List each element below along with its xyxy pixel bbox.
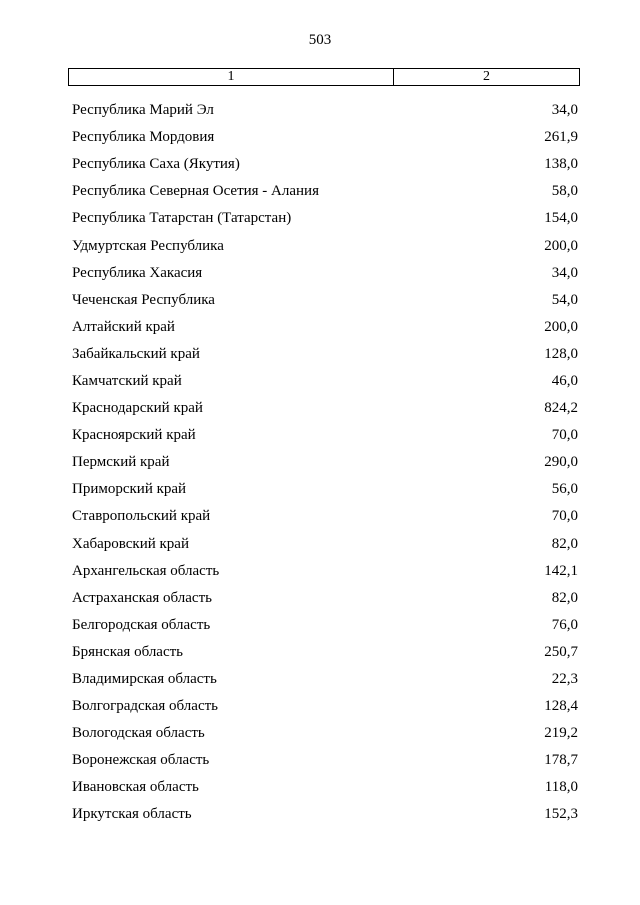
row-value: 128,0 — [544, 345, 578, 362]
row-name: Республика Татарстан (Татарстан) — [72, 210, 292, 227]
table-row — [72, 531, 578, 558]
table-body — [72, 97, 578, 829]
table-row — [72, 612, 578, 639]
row-name: Ивановская область — [72, 779, 199, 796]
row-value: 82,0 — [551, 589, 578, 606]
row-name: Астраханская область — [72, 589, 212, 606]
row-name: Забайкальский край — [72, 345, 200, 362]
row-name: Камчатский край — [72, 372, 182, 389]
header-column-2: 2 — [483, 69, 490, 84]
table-row — [72, 395, 578, 422]
table-row — [72, 260, 578, 287]
row-name: Хабаровский край — [72, 535, 189, 552]
table-row — [72, 97, 578, 124]
row-value: 76,0 — [551, 616, 578, 633]
row-name: Воронежская область — [72, 752, 210, 769]
row-name: Удмуртская Республика — [72, 237, 224, 254]
table-row — [72, 124, 578, 151]
row-name: Вологодская область — [72, 725, 205, 742]
row-value: 261,9 — [544, 129, 578, 146]
page-number: 503 — [308, 32, 332, 48]
table-row — [72, 666, 578, 693]
row-name: Республика Северная Осетия - Алания — [72, 183, 319, 200]
row-value: 70,0 — [551, 508, 578, 525]
header-column-1: 1 — [69, 69, 394, 85]
row-value: 58,0 — [551, 183, 578, 200]
row-value: 128,4 — [544, 698, 578, 715]
row-name: Республика Саха (Якутия) — [72, 156, 240, 173]
row-name: Иркутская область — [72, 806, 192, 823]
table-row — [72, 476, 578, 503]
row-value: 178,7 — [544, 752, 578, 769]
row-value: 138,0 — [544, 156, 578, 173]
row-value: 22,3 — [551, 671, 578, 688]
row-value: 46,0 — [551, 372, 578, 389]
row-value: 34,0 — [551, 264, 578, 281]
row-value: 200,0 — [544, 237, 578, 254]
row-name: Архангельская область — [72, 562, 220, 579]
table-row — [72, 747, 578, 774]
row-value: 118,0 — [544, 779, 578, 796]
table-row — [72, 639, 578, 666]
row-name: Белгородская область — [72, 616, 211, 633]
table-row — [72, 232, 578, 259]
table-row — [72, 151, 578, 178]
row-value: 250,7 — [544, 643, 578, 660]
row-name: Республика Мордовия — [72, 129, 215, 146]
row-name: Краснодарский край — [72, 400, 203, 417]
row-value: 824,2 — [544, 400, 578, 417]
row-value: 70,0 — [551, 427, 578, 444]
row-value: 154,0 — [544, 210, 578, 227]
row-value: 152,3 — [544, 806, 578, 823]
row-value: 219,2 — [544, 725, 578, 742]
table-row — [72, 368, 578, 395]
table-row — [72, 801, 578, 828]
table-row — [72, 558, 578, 585]
row-name: Республика Марий Эл — [72, 102, 214, 119]
row-name: Пермский край — [72, 454, 170, 471]
table-row — [72, 693, 578, 720]
row-value: 82,0 — [551, 535, 578, 552]
table-row — [72, 503, 578, 530]
row-name: Красноярский край — [72, 427, 196, 444]
table-row — [72, 422, 578, 449]
table-header — [68, 68, 580, 86]
table-row — [72, 287, 578, 314]
row-name: Волгоградская область — [72, 698, 218, 715]
table-row — [72, 449, 578, 476]
row-value: 142,1 — [544, 562, 578, 579]
table-row — [72, 178, 578, 205]
row-name: Чеченская Республика — [72, 291, 215, 308]
row-name: Приморский край — [72, 481, 187, 498]
row-name: Алтайский край — [72, 318, 175, 335]
row-value: 34,0 — [551, 102, 578, 119]
row-value: 290,0 — [544, 454, 578, 471]
row-value: 200,0 — [544, 318, 578, 335]
row-value: 54,0 — [551, 291, 578, 308]
table-row — [72, 585, 578, 612]
table-row — [72, 341, 578, 368]
table-row — [72, 720, 578, 747]
row-value: 56,0 — [551, 481, 578, 498]
row-name: Брянская область — [72, 643, 184, 660]
row-name: Владимирская область — [72, 671, 217, 688]
table-row — [72, 774, 578, 801]
row-name: Республика Хакасия — [72, 264, 203, 281]
table-row — [72, 314, 578, 341]
table-row — [72, 205, 578, 232]
row-name: Ставропольский край — [72, 508, 211, 525]
